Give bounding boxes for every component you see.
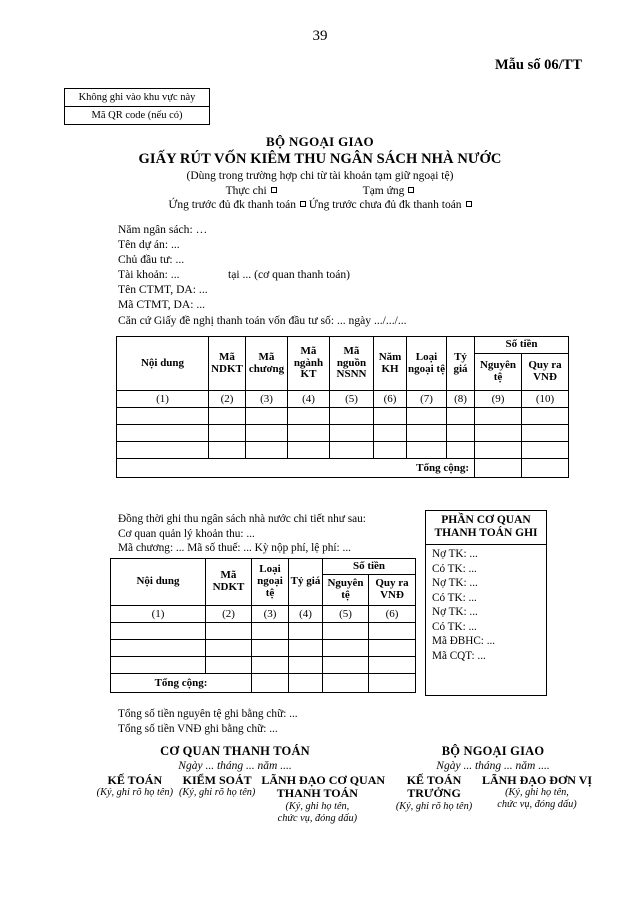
payment-agency-box — [425, 510, 547, 696]
table1-col-num: (4) — [288, 391, 330, 408]
table1-cell[interactable] — [374, 408, 407, 425]
total-foreign-currency-words: Tổng số tiền nguyên tệ ghi bằng chữ: ... — [118, 708, 298, 720]
table1-numbering-row — [117, 391, 569, 408]
field-account-row — [118, 267, 407, 282]
table1-cell[interactable] — [246, 408, 288, 425]
th-quy-ra-vnd: Quy ra VNĐ — [522, 354, 569, 391]
document-title: GIẤY RÚT VỐN KIÊM THU NGÂN SÁCH NHÀ NƯỚC — [138, 151, 502, 167]
table1-cell[interactable] — [288, 442, 330, 459]
table1-cell[interactable] — [117, 425, 209, 442]
form-code: Mẫu số 06/TT — [494, 57, 582, 73]
table1-col-num: (6) — [374, 391, 407, 408]
table2-col-num: (1) — [111, 606, 206, 623]
qr-code-note-box — [64, 88, 210, 125]
option-ung-truoc-chua-du-checkbox[interactable] — [466, 201, 472, 207]
table2-total-label: Tổng cộng: — [111, 674, 252, 693]
option-ung-truoc-du-label: Ứng trước đủ đk thanh toán — [168, 199, 297, 211]
revenue-details-table-wrapper — [110, 558, 416, 693]
th2-ty-gia: Tỷ giá — [289, 559, 323, 606]
revenue-note-text — [118, 512, 366, 556]
signature-left-kiem-soat — [176, 774, 258, 824]
table2-cell[interactable] — [323, 623, 369, 640]
table1-total-quy-ra-vnd[interactable] — [522, 459, 569, 478]
payment-type-options-row-1 — [0, 185, 640, 197]
signature-left-kiem-soat-note: (Ký, ghi rõ họ tên) — [179, 787, 256, 799]
th2-so-tien: Số tiền — [323, 559, 416, 575]
table1-cell[interactable] — [117, 408, 209, 425]
signature-right-columns — [378, 774, 608, 813]
field-account: Tài khoản: ... — [118, 268, 180, 282]
th2-quy-ra-vnd: Quy ra VNĐ — [369, 575, 416, 606]
signature-right-date: Ngày ... tháng ... năm .... — [436, 760, 550, 772]
page-number: 39 — [312, 28, 328, 44]
th-nam-kh: Năm KH — [374, 337, 407, 391]
th2-nguyen-te: Nguyên tệ — [323, 575, 369, 606]
table2-total-quy-ra-vnd[interactable] — [369, 674, 416, 693]
option-ung-truoc-chua-du-label: Ứng trước chưa đủ đk thanh toán — [308, 199, 462, 211]
signature-left-org: CƠ QUAN THANH TOÁN — [160, 744, 310, 758]
table2-col-num: (2) — [206, 606, 252, 623]
table2-total-nguyen-te[interactable] — [323, 674, 369, 693]
table2-cell[interactable] — [369, 657, 416, 674]
signature-left-lanh-dao-role-line-1: LÃNH ĐẠO CƠ QUAN — [261, 773, 386, 787]
signature-right-lanh-dao-note-line-1: (Ký, ghi họ tên, — [505, 787, 569, 799]
table1-cell[interactable] — [475, 425, 522, 442]
table1-cell[interactable] — [447, 442, 475, 459]
list-item: Mã ĐBHC: ... — [432, 635, 496, 648]
option-thuc-chi-label: Thực chi — [225, 185, 267, 197]
table1-cell[interactable] — [246, 442, 288, 459]
table2-cell[interactable] — [252, 657, 289, 674]
table1-cell[interactable] — [330, 425, 374, 442]
list-item: Có TK: ... — [432, 620, 477, 633]
table2-cell[interactable] — [111, 657, 206, 674]
form-fields — [118, 222, 407, 328]
organization-title: BỘ NGOẠI GIAO — [266, 134, 374, 149]
table1-cell[interactable] — [522, 442, 569, 459]
signature-left-ke-toan-role: KẾ TOÁN — [107, 773, 163, 787]
table2-cell[interactable] — [323, 640, 369, 657]
signature-block-payment-agency — [96, 744, 386, 824]
revenue-note-line-3: Mã chương: ... Mã số thuế: ... Kỳ nộp phí, lệ phí: ... — [118, 542, 351, 555]
table1-cell[interactable] — [447, 425, 475, 442]
th-ma-nganh-kt: Mã ngành KT — [288, 337, 330, 391]
payment-agency-entries — [426, 545, 546, 664]
field-account-at: tại ... (cơ quan thanh toán) — [228, 268, 351, 282]
table2-cell[interactable] — [111, 623, 206, 640]
table2-cell[interactable] — [206, 623, 252, 640]
field-investor: Chủ đầu tư: ... — [118, 253, 185, 267]
list-item: Mã CQT: ... — [432, 650, 486, 663]
table1-header-row-1 — [117, 337, 569, 354]
table1-cell[interactable] — [475, 442, 522, 459]
th-ma-ndkt: Mã NDKT — [209, 337, 246, 391]
payment-agency-box-title — [426, 511, 546, 545]
th-ma-chuong: Mã chương — [246, 337, 288, 391]
table-row[interactable] — [111, 640, 416, 657]
table2-cell[interactable] — [206, 657, 252, 674]
th2-loai-ngoai-te: Loại ngoại tệ — [252, 559, 289, 606]
signature-left-lanh-dao-note-line-2: chức vụ, đóng dấu) — [277, 812, 358, 824]
table2-header-row-1 — [111, 559, 416, 575]
signature-right-ke-toan-truong-role-line-1: KẾ TOÁN — [406, 773, 462, 787]
title-block — [0, 134, 640, 211]
th-ty-gia: Tỷ giá — [447, 337, 475, 391]
signature-right-org: BỘ NGOẠI GIAO — [441, 744, 545, 758]
signature-block-ministry — [378, 744, 608, 813]
table1-col-num: (5) — [330, 391, 374, 408]
signature-left-lanh-dao-note-line-1: (Ký, ghi họ tên, — [285, 800, 350, 812]
table1-cell[interactable] — [475, 408, 522, 425]
table2-cell[interactable] — [289, 657, 323, 674]
table1-cell[interactable] — [288, 408, 330, 425]
list-item: Có TK: ... — [432, 562, 477, 575]
table1-cell[interactable] — [117, 442, 209, 459]
table2-total-ty-gia[interactable] — [289, 674, 323, 693]
table-row[interactable] — [117, 442, 569, 459]
table1-col-num: (2) — [209, 391, 246, 408]
table1-col-num: (7) — [407, 391, 447, 408]
signature-right-ke-toan-truong — [390, 774, 478, 813]
list-item: Nợ TK: ... — [432, 606, 478, 619]
field-ctmt-name: Tên CTMT, DA: ... — [118, 283, 208, 297]
signature-right-ke-toan-truong-role-line-2: TRƯỞNG — [407, 786, 461, 801]
table-row[interactable] — [111, 623, 416, 640]
field-ctmt-code: Mã CTMT, DA: ... — [118, 298, 206, 312]
table1-cell[interactable] — [407, 442, 447, 459]
list-item: Nợ TK: ... — [432, 547, 478, 560]
table-row[interactable] — [117, 408, 569, 425]
table1-total-label: Tổng cộng: — [117, 459, 475, 478]
signature-left-date: Ngày ... tháng ... năm .... — [178, 760, 292, 772]
table-row[interactable] — [111, 657, 416, 674]
revenue-details-table — [110, 558, 416, 693]
signature-left-kiem-soat-role: KIỂM SOÁT — [182, 773, 252, 787]
signature-left-ke-toan — [94, 774, 176, 824]
table2-col-num: (3) — [252, 606, 289, 623]
th2-noi-dung: Nội dung — [111, 559, 206, 606]
table1-col-num: (10) — [522, 391, 569, 408]
table1-cell[interactable] — [246, 425, 288, 442]
table1-cell[interactable] — [374, 425, 407, 442]
payment-agency-title-line-1: PHẦN CƠ QUAN — [441, 514, 531, 526]
table2-cell[interactable] — [206, 640, 252, 657]
table1-cell[interactable] — [522, 425, 569, 442]
revenue-note-line-1: Đồng thời ghi thu ngân sách nhà nước chi tiết như sau: — [118, 513, 366, 525]
table1-body — [117, 391, 569, 478]
signature-left-lanh-dao — [258, 773, 386, 824]
signature-right-lanh-dao-role: LÃNH ĐẠO ĐƠN VỊ — [481, 773, 593, 787]
table2-cell[interactable] — [289, 623, 323, 640]
option-thuc-chi-checkbox[interactable] — [271, 187, 277, 193]
document-subtitle: (Dùng trong trường hợp chi từ tài khoản tạm giữ ngoại tệ) — [186, 170, 454, 182]
table1-cell[interactable] — [374, 442, 407, 459]
signature-left-ke-toan-note: (Ký, ghi rõ họ tên) — [96, 787, 173, 799]
table1-cell[interactable] — [447, 408, 475, 425]
option-tam-ung-label: Tạm ứng — [362, 185, 405, 197]
table2-numbering-row — [111, 606, 416, 623]
signature-right-ke-toan-truong-note: (Ký, ghi rõ họ tên) — [395, 800, 473, 812]
table1-cell[interactable] — [209, 442, 246, 459]
field-basis-document: Căn cứ Giấy đề nghị thanh toán vốn đầu tư số: ... ngày .../.../... — [118, 313, 407, 327]
field-project-name: Tên dự án: ... — [118, 238, 180, 252]
table1-cell[interactable] — [407, 408, 447, 425]
main-amounts-table — [116, 336, 569, 478]
table2-cell[interactable] — [252, 640, 289, 657]
table-row[interactable] — [117, 425, 569, 442]
qr-note-line-1: Không ghi vào khu vực này — [65, 89, 209, 107]
table2-col-num: (4) — [289, 606, 323, 623]
table1-cell[interactable] — [330, 442, 374, 459]
table1-total-row — [117, 459, 569, 478]
table2-col-num: (6) — [369, 606, 416, 623]
table2-cell[interactable] — [252, 623, 289, 640]
payment-agency-title-line-2: THANH TOÁN GHI — [434, 527, 538, 540]
table2-cell[interactable] — [289, 640, 323, 657]
table2-cell[interactable] — [369, 623, 416, 640]
table1-cell[interactable] — [522, 408, 569, 425]
table1-cell[interactable] — [209, 408, 246, 425]
list-item: Nợ TK: ... — [432, 577, 478, 590]
table2-cell[interactable] — [111, 640, 206, 657]
table2-body — [111, 606, 416, 693]
option-ung-truoc-du-checkbox[interactable] — [300, 201, 306, 207]
table1-col-num: (3) — [246, 391, 288, 408]
totals-in-words — [118, 707, 298, 736]
signature-right-lanh-dao-note-line-2: chức vụ, đóng dấu) — [497, 799, 577, 811]
table2-total-loai-ngoai-te[interactable] — [252, 674, 289, 693]
payment-type-options-row-2 — [0, 199, 640, 211]
th-loai-ngoai-te: Loại ngoại tệ — [407, 337, 447, 391]
table1-total-nguyen-te[interactable] — [475, 459, 522, 478]
th-noi-dung: Nội dung — [117, 337, 209, 391]
table1-col-num: (1) — [117, 391, 209, 408]
table2-col-num: (5) — [323, 606, 369, 623]
option-tam-ung-checkbox[interactable] — [408, 187, 414, 193]
table2-cell[interactable] — [323, 657, 369, 674]
th2-ma-ndkt: Mã NDKT — [206, 559, 252, 606]
field-budget-year: Năm ngân sách: … — [118, 223, 208, 236]
signature-left-columns — [96, 773, 386, 824]
table1-cell[interactable] — [407, 425, 447, 442]
signature-left-lanh-dao-role-line-2: THANH TOÁN — [276, 786, 358, 801]
main-amounts-table-wrapper — [116, 336, 569, 478]
th-so-tien: Số tiền — [475, 337, 569, 354]
table2-total-row — [111, 674, 416, 693]
table2-cell[interactable] — [369, 640, 416, 657]
list-item: Có TK: ... — [432, 591, 477, 604]
qr-note-line-2: Mã QR code (nếu có) — [91, 110, 183, 122]
signature-right-lanh-dao-don-vi — [478, 774, 596, 813]
table1-col-num: (8) — [447, 391, 475, 408]
table1-cell[interactable] — [330, 408, 374, 425]
total-vnd-words: Tổng số tiền VNĐ ghi bằng chữ: ... — [118, 722, 278, 735]
table1-col-num: (9) — [475, 391, 522, 408]
table1-cell[interactable] — [288, 425, 330, 442]
table1-cell[interactable] — [209, 425, 246, 442]
th-ma-nguon-nsnn: Mã nguồn NSNN — [330, 337, 374, 391]
th-nguyen-te: Nguyên tệ — [475, 354, 522, 391]
revenue-note-line-2: Cơ quan quản lý khoản thu: ... — [118, 527, 255, 540]
